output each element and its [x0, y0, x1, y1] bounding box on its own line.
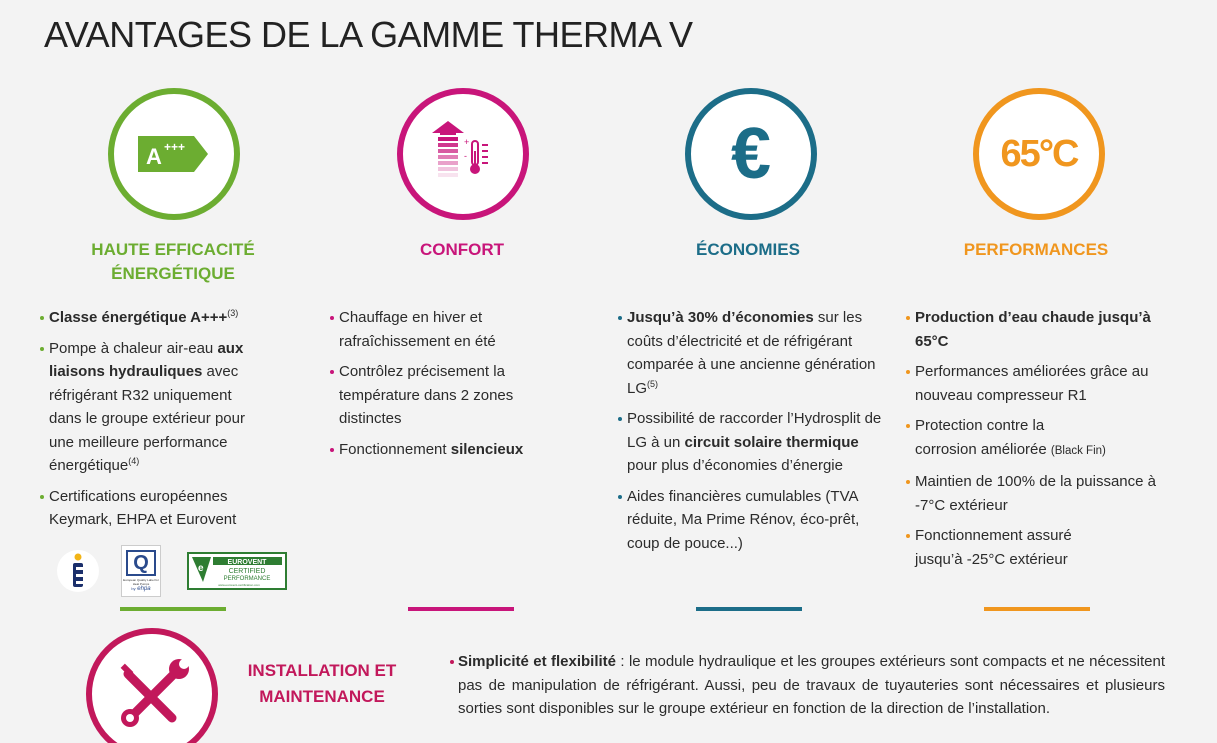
list-item: Production d’eau chaude jusqu’à 65°C — [906, 306, 1176, 353]
ehpa-logo: Q European Quality Label for Heat Pumps by ehpa — [121, 545, 161, 597]
svg-text:PERFORMANCE: PERFORMANCE — [223, 576, 271, 582]
list-item: Fonctionnement assuré jusqu’à -25°C extérieur — [906, 524, 1106, 571]
efficiency-bullets — [40, 306, 268, 539]
keymark-logo — [57, 550, 99, 592]
energy-label-icon — [138, 134, 210, 174]
list-item: Fonctionnement silencieux — [330, 438, 552, 462]
tools-icon — [112, 658, 192, 738]
eurovent-logo — [187, 552, 287, 590]
svg-text:+++: +++ — [164, 140, 186, 154]
euro-icon: € — [730, 114, 772, 194]
list-item: Protection contre la corrosion améliorée (Black Fin) — [906, 414, 1106, 463]
svg-text:+: + — [464, 137, 470, 147]
savings-bullets — [618, 306, 888, 562]
svg-text:CERTIFIED: CERTIFIED — [228, 568, 266, 575]
list-item: Aides financières cumulables (TVA réduite, Ma Prime Rénov, éco-prêt, coup de pouce...) — [618, 485, 888, 556]
svg-text:e: e — [198, 563, 204, 574]
savings-circle — [685, 88, 817, 220]
savings-title: ÉCONOMIES — [696, 240, 800, 259]
performance-bullets — [906, 306, 1176, 578]
svg-text:EUROVENT: EUROVENT — [227, 559, 267, 566]
svg-text:A: A — [146, 144, 162, 169]
comfort-circle — [397, 88, 529, 220]
teal-rule — [696, 607, 802, 611]
page-title: AVANTAGES DE LA GAMME THERMA V — [44, 14, 693, 55]
performance-circle — [973, 88, 1105, 220]
comfort-title: CONFORT — [419, 240, 505, 259]
pink-rule — [408, 607, 514, 611]
list-item: Certifications européennes Keymark, EHPA et Eurovent — [40, 485, 256, 532]
list-item: Possibilité de raccorder l’Hydrosplit de LG à un circuit solaire thermique pour plus d’économies d’énergie — [618, 407, 888, 478]
orange-rule — [984, 607, 1090, 611]
list-item: Pompe à chaleur air-eau aux liaisons hydrauliques avec réfrigérant R32 uniquement dans le groupe extérieur pour une meilleure performance énergétique$^{(4)}$ — [40, 337, 268, 478]
list-item: Maintien de 100% de la puissance à -7°C extérieur — [906, 470, 1176, 517]
green-rule — [120, 607, 226, 611]
svg-text:-: - — [464, 151, 467, 161]
installation-circle — [86, 628, 218, 743]
heating-thermometer-icon — [428, 119, 498, 189]
efficiency-circle — [108, 88, 240, 220]
keymark-icon — [63, 553, 93, 589]
comfort-bullets — [330, 306, 552, 468]
ehpa-q-icon: Q — [126, 550, 156, 576]
list-item: Chauffage en hiver et rafraîchissement en été — [330, 306, 552, 353]
list-item: Performances améliorées grâce au nouveau compresseur R1 — [906, 360, 1176, 407]
installation-title: INSTALLATION ET MAINTENANCE — [247, 661, 397, 706]
certification-logos — [57, 545, 287, 597]
list-item: Classe énergétique A+++$^{(3)}$ — [40, 306, 268, 330]
performance-title: PERFORMANCES — [963, 240, 1109, 259]
list-item: Contrôlez précisement la température dans 2 zones distinctes — [330, 360, 552, 431]
eurovent-icon — [189, 554, 285, 588]
temperature-65-icon: 65°C — [1000, 132, 1078, 175]
efficiency-title: HAUTE EFFICACITÉ ÉNERGÉTIQUE — [91, 240, 255, 283]
installation-text: Simplicité et flexibilité : le module hydraulique et les groupes extérieurs sont compacts et ne nécessitent pas de manipulation de réfrigérant. Aussi, peu de travaux de tuyauteries sont nécessaires et plusieurs sorties sont disponibles sur le groupe extérieur en fonction de la direction de l’installation. — [450, 650, 1165, 721]
svg-text:www.eurovent-certification.com: www.eurovent-certification.com — [218, 583, 260, 587]
list-item: Jusqu’à 30% d’économies sur les coûts d’électricité et de réfrigérant comparée à une ancienne génération LG$^{(5)}$ — [618, 306, 888, 400]
